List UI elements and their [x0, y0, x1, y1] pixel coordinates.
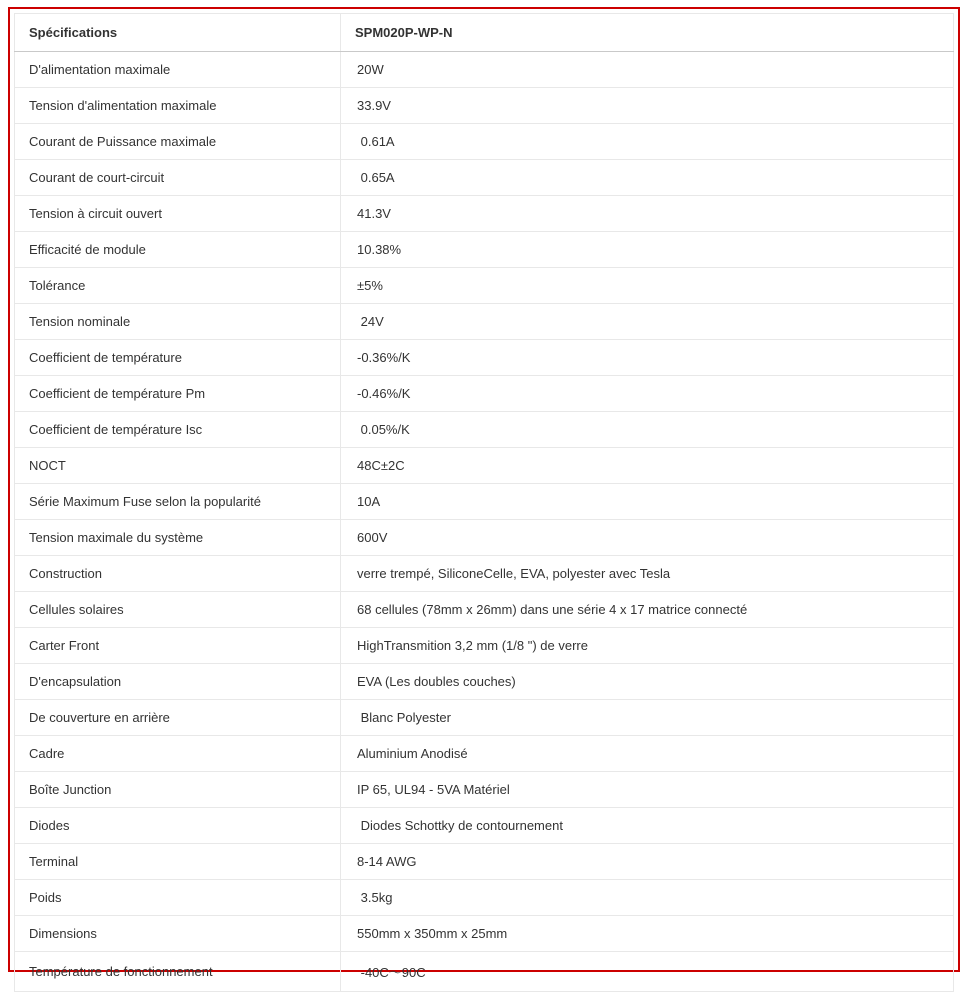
page-frame: [8, 7, 960, 980]
spec-label: Tension nominale: [15, 304, 341, 340]
table-row: [15, 700, 954, 736]
table-row: [15, 808, 954, 844]
spec-label: D'alimentation maximale: [15, 52, 341, 88]
spec-label: Courant de Puissance maximale: [15, 124, 341, 160]
spec-label: Boîte Junction: [15, 772, 341, 808]
header-row: [15, 14, 954, 52]
spec-label: NOCT: [15, 448, 341, 484]
spec-value: 24V: [341, 304, 954, 340]
table-row: [15, 268, 954, 304]
spec-label: Cellules solaires: [15, 592, 341, 628]
specs-table-body: [15, 52, 954, 992]
table-row: [15, 916, 954, 952]
table-row: [15, 484, 954, 520]
table-row: [15, 160, 954, 196]
spec-label: Poids: [15, 880, 341, 916]
spec-value: 10.38%: [341, 232, 954, 268]
spec-value: HighTransmition 3,2 mm (1/8 ") de verre: [341, 628, 954, 664]
spec-label: Terminal: [15, 844, 341, 880]
spec-label: Température de fonctionnement: [15, 952, 341, 992]
spec-value: 20W: [341, 52, 954, 88]
spec-value: 0.61A: [341, 124, 954, 160]
table-row: [15, 592, 954, 628]
spec-value: 68 cellules (78mm x 26mm) dans une série 4 x 17 matrice connecté: [341, 592, 954, 628]
spec-value: -0.46%/K: [341, 376, 954, 412]
spec-label: Série Maximum Fuse selon la popularité: [15, 484, 341, 520]
table-row: [15, 952, 954, 992]
table-row: [15, 844, 954, 880]
spec-label: Efficacité de module: [15, 232, 341, 268]
spec-value: 8-14 AWG: [341, 844, 954, 880]
table-row: [15, 376, 954, 412]
spec-label: Dimensions: [15, 916, 341, 952]
spec-value: 10A: [341, 484, 954, 520]
spec-label: Construction: [15, 556, 341, 592]
spec-value: 41.3V: [341, 196, 954, 232]
spec-label: Courant de court-circuit: [15, 160, 341, 196]
table-row: [15, 736, 954, 772]
spec-value: ±5%: [341, 268, 954, 304]
spec-value: 0.05%/K: [341, 412, 954, 448]
spec-label: Tension à circuit ouvert: [15, 196, 341, 232]
spec-value: 3.5kg: [341, 880, 954, 916]
spec-label: Diodes: [15, 808, 341, 844]
spec-label: Coefficient de température Isc: [15, 412, 341, 448]
spec-value: 550mm x 350mm x 25mm: [341, 916, 954, 952]
table-row: [15, 52, 954, 88]
table-row: [15, 340, 954, 376]
table-row: [15, 880, 954, 916]
table-row: [15, 772, 954, 808]
table-row: [15, 664, 954, 700]
table-row: [15, 628, 954, 664]
spec-value: EVA (Les doubles couches): [341, 664, 954, 700]
table-row: [15, 412, 954, 448]
table-row: [15, 556, 954, 592]
table-row: [15, 304, 954, 340]
spec-label: Coefficient de température Pm: [15, 376, 341, 412]
spec-value: 33.9V: [341, 88, 954, 124]
spec-label: Tension maximale du système: [15, 520, 341, 556]
spec-value: Diodes Schottky de contournement: [341, 808, 954, 844]
model-column-header: SPM020P-WP-N: [341, 14, 954, 52]
specs-table: [14, 13, 954, 992]
spec-label: Carter Front: [15, 628, 341, 664]
table-row: [15, 88, 954, 124]
table-row: [15, 124, 954, 160]
spec-value: 0.65A: [341, 160, 954, 196]
spec-label: De couverture en arrière: [15, 700, 341, 736]
spec-value: 600V: [341, 520, 954, 556]
spec-value: verre trempé, SiliconeCelle, EVA, polyester avec Tesla: [341, 556, 954, 592]
spec-column-header: Spécifications: [15, 14, 341, 52]
spec-value: 48C±2C: [341, 448, 954, 484]
spec-value: -0.36%/K: [341, 340, 954, 376]
table-row: [15, 520, 954, 556]
table-row: [15, 448, 954, 484]
spec-label: Tension d'alimentation maximale: [15, 88, 341, 124]
spec-value: IP 65, UL94 - 5VA Matériel: [341, 772, 954, 808]
table-row: [15, 196, 954, 232]
spec-label: Coefficient de température: [15, 340, 341, 376]
table-row: [15, 232, 954, 268]
spec-value: Aluminium Anodisé: [341, 736, 954, 772]
spec-label: Cadre: [15, 736, 341, 772]
spec-value: Blanc Polyester: [341, 700, 954, 736]
spec-label: D'encapsulation: [15, 664, 341, 700]
spec-value: -40C～90C: [341, 952, 954, 992]
spec-label: Tolérance: [15, 268, 341, 304]
